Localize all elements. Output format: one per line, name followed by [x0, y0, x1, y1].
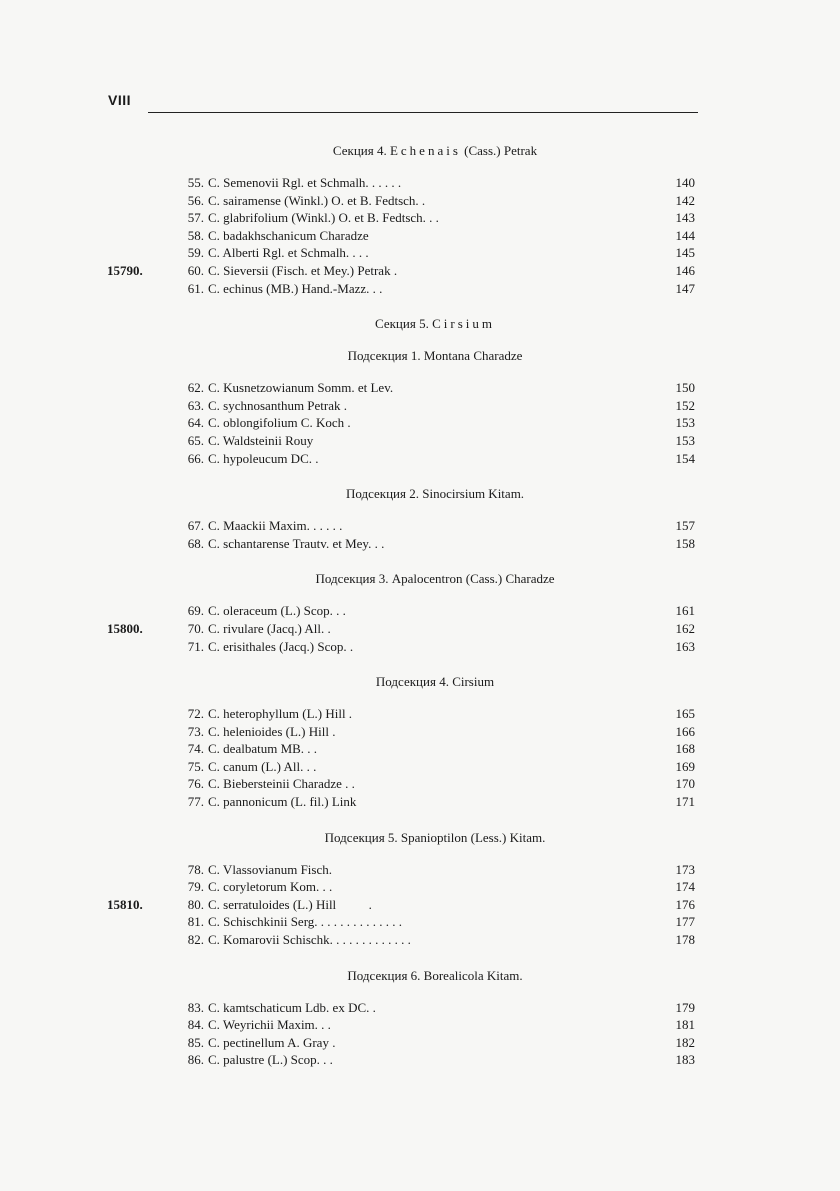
page-number-roman: VIII [108, 92, 132, 108]
register-number: 15800. [107, 620, 143, 636]
entry-number: 62. [187, 380, 204, 396]
species-name: C. helenioides (L.) Hill . [208, 723, 336, 739]
entry-number: 75. [187, 758, 204, 774]
toc-entry [100, 432, 700, 450]
heading-prefix: Секция 4. [332, 143, 387, 158]
species-name: C. Kusnetzowianum Somm. et Lev. [208, 380, 394, 396]
page-number: 154 [675, 450, 695, 466]
species-name: C. serratuloides (L.) Hill . [208, 896, 372, 912]
species-name: C. Waldsteinii Rouy [208, 432, 314, 448]
toc-entry [100, 705, 700, 723]
species-name: C. glabrifolium (Winkl.) O. et B. Fedtsch. . . [208, 210, 439, 226]
entry-number: 77. [187, 794, 204, 810]
section-heading [170, 347, 700, 365]
species-name: C. oleraceum (L.) Scop. . . [208, 603, 346, 619]
page-number: 143 [675, 210, 695, 226]
spacer [100, 691, 700, 705]
toc-entry [100, 1034, 700, 1052]
spacer [100, 985, 700, 999]
species-name: C. Biebersteinii Charadze . . [208, 776, 355, 792]
page-number: 158 [675, 535, 695, 551]
entry-number: 58. [187, 227, 204, 243]
page-number: 163 [675, 638, 695, 654]
toc-entry [100, 174, 700, 192]
species-name: C. hypoleucum DC. . [208, 450, 319, 466]
toc-entry [100, 638, 700, 656]
species-name: C. rivulare (Jacq.) All. . [208, 620, 331, 636]
page-number: 144 [675, 227, 695, 243]
page-number: 153 [675, 432, 695, 448]
entry-number: 79. [187, 879, 204, 895]
species-name: C. Alberti Rgl. et Schmalh. . . . [208, 245, 369, 261]
entry-number: 57. [187, 210, 204, 226]
heading-spaced-name: Echenais [389, 143, 461, 158]
spacer [100, 160, 700, 174]
spacer [100, 365, 700, 379]
toc-entry [100, 227, 700, 245]
entry-number: 81. [187, 914, 204, 930]
page-number: 145 [675, 245, 695, 261]
entry-number: 67. [187, 518, 204, 534]
toc-entry [100, 517, 700, 535]
section-heading [170, 485, 700, 503]
species-name: C. heterophyllum (L.) Hill . [208, 706, 353, 722]
heading-suffix: (Cass.) Petrak [464, 143, 538, 158]
species-name: C. Vlassovianum Fisch. [208, 861, 332, 877]
spacer [100, 297, 700, 315]
page-number: 162 [675, 620, 695, 636]
toc-entry [100, 1051, 700, 1069]
entry-number: 56. [187, 192, 204, 208]
entry-number: 71. [187, 638, 204, 654]
spacer [100, 503, 700, 517]
heading-prefix: Подсекция 1. Montana Charadze [347, 348, 523, 364]
page-number: 170 [675, 776, 695, 792]
page-number: 157 [675, 518, 695, 534]
species-name: C. Komarovii Schischk. . . . . . . . . . . . . [208, 932, 411, 948]
entry-number: 70. [187, 620, 204, 636]
toc-entry [100, 793, 700, 811]
spacer [100, 655, 700, 673]
entry-number: 68. [187, 535, 204, 551]
toc-entry [100, 723, 700, 741]
page-number: 169 [675, 758, 695, 774]
toc-entry [100, 999, 700, 1017]
page-number: 152 [675, 397, 695, 413]
section-heading [170, 142, 700, 160]
entry-number: 85. [187, 1034, 204, 1050]
toc-entry [100, 861, 700, 879]
page-header [108, 92, 698, 116]
entry-number: 74. [187, 741, 204, 757]
page-number: 140 [675, 175, 695, 190]
heading-prefix: Подсекция 6. Borealicola Kitam. [347, 967, 523, 983]
toc-entry [100, 209, 700, 227]
page-number: 183 [675, 1052, 695, 1068]
species-name: C. kamtschaticum Ldb. ex DC. . [208, 999, 376, 1015]
species-name: C. sychnosanthum Petrak . [208, 397, 348, 413]
toc-entry [100, 775, 700, 793]
heading-prefix: Подсекция 2. Sinocirsium Kitam. [345, 486, 525, 502]
page-number: 171 [675, 794, 695, 810]
page-number: 174 [675, 879, 695, 895]
entry-number: 83. [187, 999, 204, 1015]
species-name: C. schantarense Trautv. et Mey. . . [208, 535, 385, 551]
species-name: C. palustre (L.) Scop. . . [208, 1052, 333, 1068]
toc-entry [100, 192, 700, 210]
toc-entry [100, 397, 700, 415]
species-name: C. Semenovii Rgl. et Schmalh. . . . . . [208, 175, 402, 190]
entry-number: 59. [187, 245, 204, 261]
entry-number: 64. [187, 415, 204, 431]
page-number: 176 [675, 896, 695, 912]
section-heading [170, 967, 700, 985]
entry-number: 84. [187, 1017, 204, 1033]
heading-prefix: Подсекция 3. Apalocentron (Cass.) Charadze [315, 571, 555, 587]
register-number: 15790. [107, 262, 143, 278]
spacer [100, 588, 700, 602]
page-number: 142 [675, 192, 695, 208]
species-name: C. echinus (MB.) Hand.-Mazz. . . [208, 280, 383, 296]
entry-number: 69. [187, 603, 204, 619]
heading-spaced-name: Cirsium [432, 316, 495, 332]
page-number: 161 [675, 603, 695, 619]
toc-entry [100, 379, 700, 397]
toc-entry [100, 758, 700, 776]
toc-entry [100, 931, 700, 949]
page-number: 146 [675, 262, 695, 278]
toc-entry [100, 414, 700, 432]
page-number: 153 [675, 415, 695, 431]
page-number: 168 [675, 741, 695, 757]
toc-entry [100, 1016, 700, 1034]
entry-number: 82. [187, 932, 204, 948]
entry-number: 73. [187, 723, 204, 739]
species-name: C. Maackii Maxim. . . . . . [208, 518, 343, 534]
species-name: C. pectinellum A. Gray . [208, 1034, 336, 1050]
section-heading [170, 315, 700, 333]
page-number: 178 [675, 932, 695, 948]
toc-entry [100, 280, 700, 298]
spacer [100, 333, 700, 347]
toc-entry [100, 262, 700, 280]
section-heading [170, 829, 700, 847]
toc-entry [100, 896, 700, 914]
entry-number: 65. [187, 432, 204, 448]
entry-number: 55. [187, 175, 204, 190]
spacer [100, 552, 700, 570]
spacer [100, 467, 700, 485]
entry-number: 78. [187, 861, 204, 877]
register-number: 15810. [107, 896, 143, 912]
species-name: C. oblongifolium C. Koch . [208, 415, 351, 431]
entry-number: 63. [187, 397, 204, 413]
spacer [100, 811, 700, 829]
page-number: 177 [675, 914, 695, 930]
page-number: 173 [675, 861, 695, 877]
section-heading [170, 570, 700, 588]
page-number: 182 [675, 1034, 695, 1050]
species-name: C. dealbatum MB. . . [208, 741, 318, 757]
table-of-contents [100, 142, 700, 1069]
toc-entry [100, 878, 700, 896]
page-number: 166 [675, 723, 695, 739]
toc-entry [100, 913, 700, 931]
toc-entry [100, 620, 700, 638]
header-rule [148, 112, 698, 113]
section-heading [170, 673, 700, 691]
entry-number: 72. [187, 706, 204, 722]
species-name: C. Sieversii (Fisch. et Mey.) Petrak . [208, 262, 398, 278]
entry-number: 86. [187, 1052, 204, 1068]
species-name: C. pannonicum (L. fil.) Link [208, 794, 357, 810]
species-name: C. Weyrichii Maxim. . . [208, 1017, 331, 1033]
heading-prefix: Подсекция 5. Spanioptilon (Less.) Kitam. [324, 829, 546, 845]
species-name: C. sairamense (Winkl.) O. et B. Fedtsch. . [208, 192, 426, 208]
page-number: 150 [675, 380, 695, 396]
toc-entry [100, 450, 700, 468]
entry-number: 61. [187, 280, 204, 296]
page-number: 147 [675, 280, 695, 296]
page-number: 165 [675, 706, 695, 722]
species-name: C. badakhschanicum Charadze [208, 227, 369, 243]
species-name: C. erisithales (Jacq.) Scop. . [208, 638, 354, 654]
page-number: 179 [675, 999, 695, 1015]
toc-entry [100, 740, 700, 758]
species-name: C. canum (L.) All. . . [208, 758, 317, 774]
entry-number: 80. [187, 896, 204, 912]
species-name: C. Schischkinii Serg. . . . . . . . . . . . . . [208, 914, 403, 930]
toc-entry [100, 244, 700, 262]
species-name: C. coryletorum Kom. . . [208, 879, 333, 895]
spacer [100, 949, 700, 967]
entry-number: 66. [187, 450, 204, 466]
entry-number: 76. [187, 776, 204, 792]
toc-entry [100, 535, 700, 553]
spacer [100, 847, 700, 861]
heading-prefix: Секция 5. [375, 316, 429, 332]
page-number: 181 [675, 1017, 695, 1033]
heading-prefix: Подсекция 4. Cirsium [375, 674, 495, 690]
entry-number: 60. [187, 262, 204, 278]
toc-entry [100, 602, 700, 620]
